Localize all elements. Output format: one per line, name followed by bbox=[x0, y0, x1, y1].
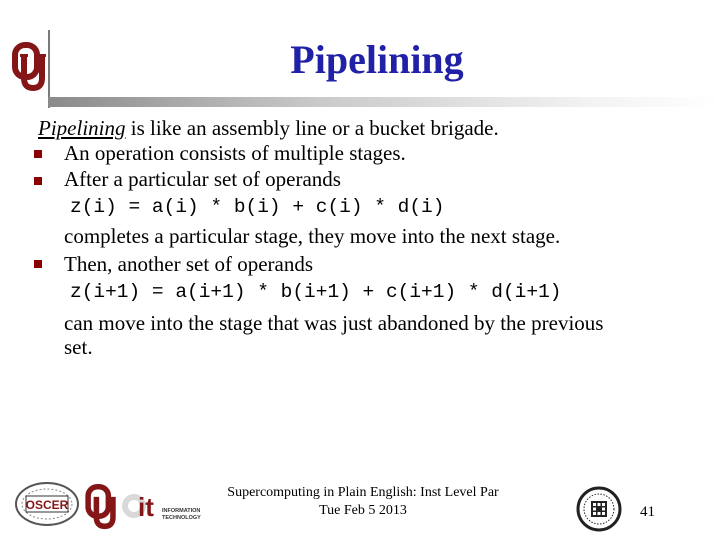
code-expression-1: z(i) = a(i) * b(i) + c(i) * d(i) bbox=[70, 196, 445, 218]
it-logo-text: it bbox=[138, 492, 154, 522]
bullet-marker bbox=[34, 260, 42, 268]
page-number: 41 bbox=[640, 504, 655, 520]
footer-caption bbox=[198, 484, 528, 520]
header-horizontal-rule bbox=[48, 97, 720, 107]
intro-text: is like an assembly line or a bucket brigade. bbox=[125, 116, 499, 140]
oscer-logo bbox=[14, 480, 80, 528]
oscer-logo-text: OSCER bbox=[25, 498, 69, 512]
it-caption-1: INFORMATION bbox=[162, 508, 201, 514]
code-expression-2: z(i+1) = a(i+1) * b(i+1) + c(i+1) * d(i+1) bbox=[70, 281, 562, 303]
bullet-3: Then, another set of operands bbox=[64, 252, 313, 276]
it-caption-2: TECHNOLOGY bbox=[162, 515, 201, 521]
intro-line bbox=[38, 116, 499, 141]
bullet-marker bbox=[34, 150, 42, 158]
intro-term: Pipelining bbox=[38, 116, 126, 140]
continuation-2a: can move into the stage that was just abandoned by the previous bbox=[64, 311, 604, 335]
footer-line-2: Tue Feb 5 2013 bbox=[319, 503, 407, 518]
seal-logo bbox=[576, 486, 622, 532]
bullet-marker bbox=[34, 177, 42, 185]
ou-footer-logo bbox=[84, 484, 118, 530]
continuation-1: completes a particular stage, they move into the next stage. bbox=[64, 224, 561, 248]
bullet-2: After a particular set of operands bbox=[64, 167, 341, 191]
slide-title: Pipelining bbox=[290, 37, 464, 82]
footer-line-1: Supercomputing in Plain English: Inst Level Par bbox=[227, 485, 499, 500]
it-logo bbox=[120, 484, 204, 528]
bullet-1: An operation consists of multiple stages. bbox=[64, 141, 406, 165]
continuation-2b: set. bbox=[64, 335, 93, 359]
